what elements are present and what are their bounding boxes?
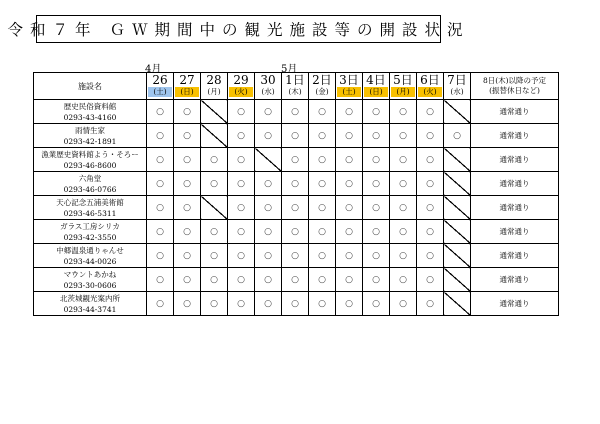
facility-cell [34,292,147,316]
header-note: 8日(木)以降の予定 (振替休日など) [471,73,559,100]
open-mark: ○ [390,268,417,292]
open-mark: ○ [309,244,336,268]
open-mark: ○ [201,268,228,292]
open-mark: ○ [363,196,390,220]
open-mark: ○ [147,220,174,244]
open-mark: ○ [309,268,336,292]
open-mark: ○ [309,124,336,148]
open-mark: ○ [174,124,201,148]
open-mark: ○ [282,196,309,220]
facility-name: ガラス工房シリカ [60,221,120,231]
facility-cell [34,172,147,196]
open-mark: ○ [228,244,255,268]
open-mark: ○ [336,244,363,268]
open-mark: ○ [390,244,417,268]
open-mark: ○ [228,292,255,316]
closed-slash [444,196,471,220]
open-mark: ○ [255,172,282,196]
open-mark: ○ [174,196,201,220]
day-number: 1日 [285,73,305,87]
open-mark: ○ [363,244,390,268]
open-mark: ○ [336,172,363,196]
open-mark: ○ [309,292,336,316]
open-mark: ○ [309,196,336,220]
open-mark: ○ [147,148,174,172]
open-mark: ○ [147,100,174,124]
open-mark: ○ [255,100,282,124]
open-mark: ○ [282,244,309,268]
facility-phone: 0293-44-3741 [63,304,117,314]
day-number: 26 [152,73,168,87]
day-weekday: (月) [391,87,415,97]
open-mark: ○ [255,268,282,292]
open-mark: ○ [336,148,363,172]
closed-slash [444,172,471,196]
open-mark: ○ [174,244,201,268]
header-day [417,73,444,100]
open-mark: ○ [147,172,174,196]
header-day [444,73,471,100]
header-day [309,73,336,100]
facility-phone: 0293-43-4160 [63,112,117,122]
closed-slash [444,148,471,172]
note-cell: 通常通り [471,244,559,268]
open-mark: ○ [255,196,282,220]
open-mark: ○ [390,220,417,244]
facility-phone: 0293-42-3550 [63,232,117,242]
table-row [34,220,559,244]
note-cell: 通常通り [471,196,559,220]
open-mark: ○ [201,244,228,268]
open-mark: ○ [336,124,363,148]
open-mark: ○ [174,172,201,196]
schedule-table [33,72,559,316]
closed-slash [444,244,471,268]
open-mark: ○ [417,124,444,148]
open-mark: ○ [174,220,201,244]
open-mark: ○ [228,268,255,292]
facility-cell [34,148,147,172]
open-mark: ○ [201,148,228,172]
month-label-april: 4月 [145,64,162,75]
open-mark: ○ [228,220,255,244]
facility-phone: 0293-46-8600 [63,160,117,170]
table-row [34,172,559,196]
open-mark: ○ [228,100,255,124]
day-number: 30 [260,73,276,87]
open-mark: ○ [255,244,282,268]
open-mark: ○ [417,100,444,124]
day-weekday: (火) [229,87,253,97]
day-weekday: (日) [364,87,388,97]
open-mark: ○ [282,124,309,148]
closed-slash [201,100,228,124]
facility-name: 天心記念五浦美術館 [56,197,124,207]
open-mark: ○ [363,292,390,316]
day-weekday: (水) [261,87,275,96]
open-mark: ○ [390,100,417,124]
facility-cell [34,244,147,268]
day-number: 6日 [420,73,440,87]
header-day [147,73,174,100]
open-mark: ○ [417,148,444,172]
facility-name: マウントあかね [63,269,117,279]
open-mark: ○ [309,148,336,172]
closed-slash [201,196,228,220]
day-number: 27 [179,73,195,87]
facility-cell [34,268,147,292]
day-number: 29 [233,73,249,87]
header-day [336,73,363,100]
open-mark: ○ [255,292,282,316]
open-mark: ○ [363,220,390,244]
open-mark: ○ [282,148,309,172]
facility-name: 中郷温泉通りゃんせ [56,245,124,255]
table-row [34,196,559,220]
header-day [201,73,228,100]
closed-slash [444,220,471,244]
open-mark: ○ [201,292,228,316]
open-mark: ○ [174,148,201,172]
open-mark: ○ [228,196,255,220]
facility-cell [34,196,147,220]
day-number: 5日 [393,73,413,87]
facility-cell [34,220,147,244]
note-cell: 通常通り [471,100,559,124]
open-mark: ○ [417,268,444,292]
open-mark: ○ [390,292,417,316]
header-day [228,73,255,100]
facility-phone: 0293-42-1891 [63,136,117,146]
closed-slash [444,268,471,292]
header-day [255,73,282,100]
open-mark: ○ [147,268,174,292]
facility-cell [34,124,147,148]
note-cell: 通常通り [471,124,559,148]
open-mark: ○ [336,220,363,244]
table-row [34,124,559,148]
day-weekday: (土) [337,87,361,97]
note-cell: 通常通り [471,292,559,316]
open-mark: ○ [390,172,417,196]
month-label-may: 5月 [281,64,298,75]
table-row [34,244,559,268]
header-facility: 施設名 [34,73,147,100]
facility-cell [34,100,147,124]
open-mark: ○ [363,124,390,148]
open-mark: ○ [282,220,309,244]
open-mark: ○ [363,268,390,292]
open-mark: ○ [255,124,282,148]
facility-phone: 0293-30-0606 [63,280,117,290]
open-mark: ○ [363,100,390,124]
open-mark: ○ [336,100,363,124]
facility-phone: 0293-46-5311 [63,208,117,218]
day-weekday: (金) [315,87,329,96]
note-cell: 通常通り [471,172,559,196]
day-number: 28 [206,73,222,87]
open-mark: ○ [309,100,336,124]
day-weekday: (水) [450,87,464,96]
table-row [34,268,559,292]
facility-phone: 0293-44-0026 [63,256,117,266]
open-mark: ○ [282,172,309,196]
header-day [174,73,201,100]
open-mark: ○ [228,172,255,196]
open-mark: ○ [390,196,417,220]
open-mark: ○ [282,292,309,316]
open-mark: ○ [201,172,228,196]
open-mark: ○ [282,100,309,124]
open-mark: ○ [363,148,390,172]
open-mark: ○ [309,172,336,196]
note-cell: 通常通り [471,220,559,244]
facility-name: 歴史民俗資料館 [63,101,117,111]
open-mark: ○ [255,220,282,244]
open-mark: ○ [147,244,174,268]
day-number: 2日 [312,73,332,87]
day-number: 4日 [366,73,386,87]
day-weekday: (土) [148,87,172,97]
open-mark: ○ [417,196,444,220]
open-mark: ○ [309,220,336,244]
open-mark: ○ [228,148,255,172]
open-mark: ○ [363,172,390,196]
header-day [363,73,390,100]
open-mark: ○ [336,268,363,292]
open-mark: ○ [174,292,201,316]
page-title: 令和７年 ＧＷ期間中の観光施設等の開設状況 [36,15,441,43]
facility-phone: 0293-46-0766 [63,184,117,194]
open-mark: ○ [174,100,201,124]
closed-slash [444,100,471,124]
open-mark: ○ [174,268,201,292]
open-mark: ○ [336,292,363,316]
open-mark: ○ [228,124,255,148]
open-mark: ○ [390,124,417,148]
closed-slash [201,124,228,148]
day-weekday: (月) [207,87,221,96]
day-number: 7日 [447,73,467,87]
day-weekday: (火) [418,87,442,97]
open-mark: ○ [417,292,444,316]
closed-slash [444,292,471,316]
facility-name: 六角堂 [78,173,102,183]
open-mark: ○ [201,220,228,244]
facility-name: 雨情生家 [75,125,105,135]
day-weekday: (木) [288,87,302,96]
day-number: 3日 [339,73,359,87]
header-day [282,73,309,100]
open-mark: ○ [336,196,363,220]
open-mark: ○ [282,268,309,292]
note-cell: 通常通り [471,268,559,292]
header-day [390,73,417,100]
open-mark: ○ [147,292,174,316]
facility-name: 北茨城観光案内所 [60,293,120,303]
table-header-row [34,73,559,100]
facility-name: 漁業歴史資料館よう・そろー [41,149,139,159]
open-mark: ○ [444,124,471,148]
table-row [34,292,559,316]
table-row [34,148,559,172]
day-weekday: (日) [175,87,199,97]
closed-slash [255,148,282,172]
open-mark: ○ [390,148,417,172]
open-mark: ○ [417,220,444,244]
open-mark: ○ [147,124,174,148]
open-mark: ○ [417,172,444,196]
table-row [34,100,559,124]
open-mark: ○ [417,244,444,268]
note-cell: 通常通り [471,148,559,172]
open-mark: ○ [147,196,174,220]
